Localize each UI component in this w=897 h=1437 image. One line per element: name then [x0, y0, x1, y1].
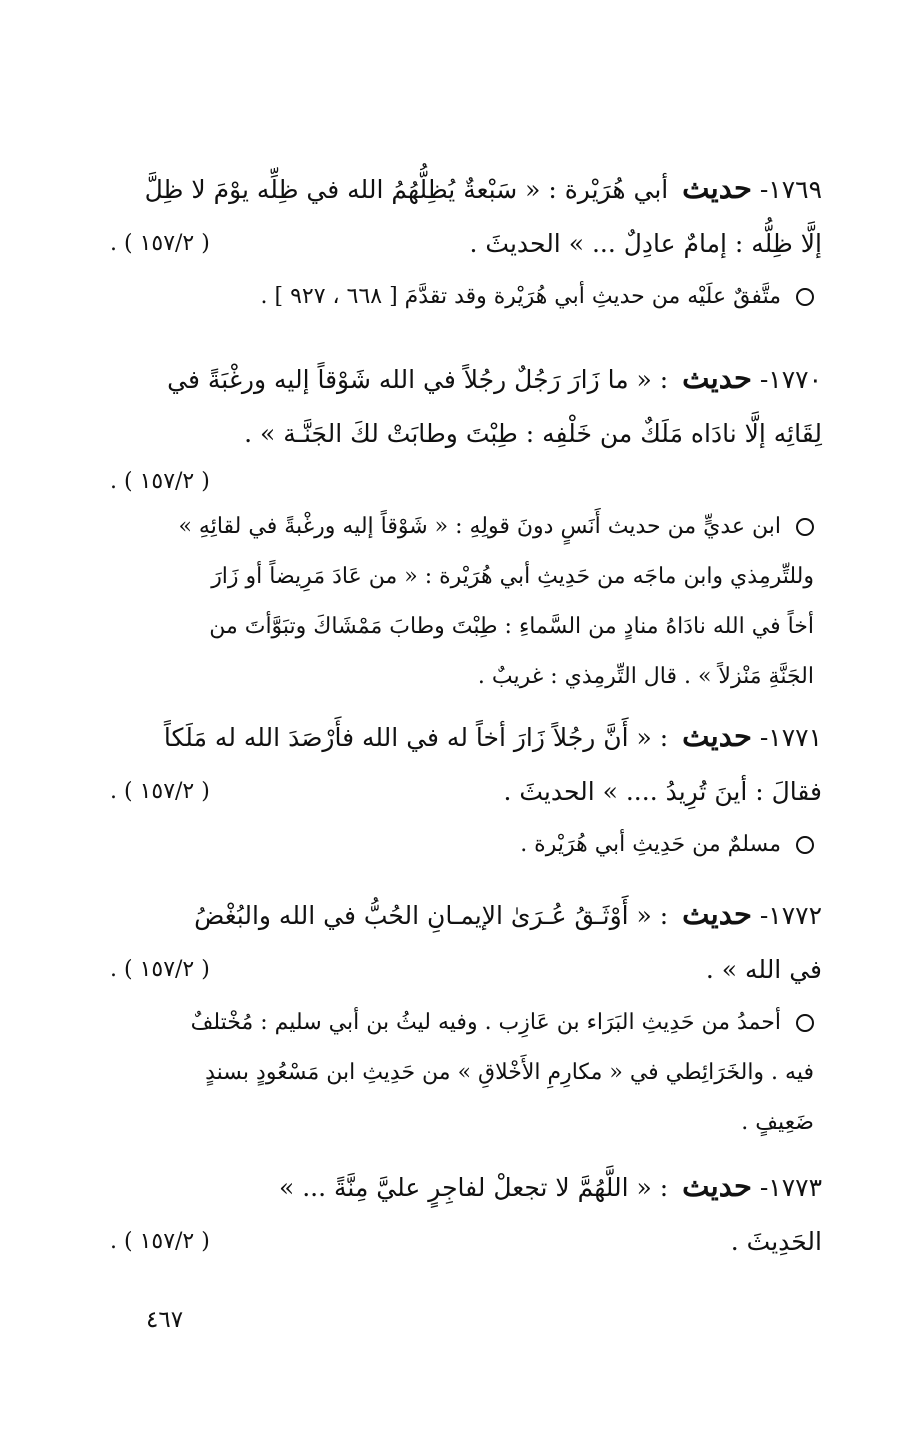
hadith-text: إلَّا ظِلُّه : إمامٌ عادِلٌ ... » الحديثَ .: [469, 229, 822, 258]
takhrij-note: [110, 272, 822, 322]
hadith-line: [110, 1158, 822, 1214]
note-text: مسلمٌ من حَدِيثِ أبي هُرَيْرة .: [520, 832, 781, 857]
hadith-line: [110, 942, 822, 998]
takhrij-note: [110, 652, 822, 702]
source-reference: ( ١٥٧/٢ ) .: [110, 469, 210, 494]
hadith-text: في الله » .: [705, 955, 822, 984]
note-text: أحمدُ من حَدِيثِ البَرَاء بن عَازِب . وفيه ليثُ بن أبي سليم : مُخْتلفٌ: [190, 1010, 781, 1035]
takhrij-note: [110, 552, 822, 602]
hadith-label: حديث: [682, 897, 752, 931]
hadith-line: [110, 216, 822, 272]
hadith-text: : « ما زَارَ رَجُلٌ رجُلاً في الله شَوْقاً إليه ورغْبَةً في: [167, 365, 669, 394]
hadith-number: ١٧٧١-: [759, 723, 822, 752]
hadith-text: : « أَنَّ رجُلاً زَارَ أخاً له في الله فأَرْصَدَ الله له مَلَكاً: [163, 723, 669, 752]
hadith-line: [110, 708, 822, 764]
takhrij-note: [110, 1098, 822, 1148]
hadith-entry: [110, 1158, 822, 1270]
hadith-entry: [110, 708, 822, 870]
hadith-number: ١٧٧٢-: [759, 901, 822, 930]
hadith-number: ١٧٧٣-: [759, 1173, 822, 1202]
note-text: فيه . والخَرَائِطي في « مكارِمِ الأَخْلاقِ » من حَدِيثِ ابن مَسْعُودٍ بسندٍ: [205, 1060, 814, 1085]
reference-line: [110, 462, 822, 502]
circle-bullet-icon: [796, 836, 814, 854]
note-text: ضَعِيفٍ .: [741, 1110, 814, 1135]
hadith-line: [110, 350, 822, 406]
hadith-text: فقالَ : أينَ تُرِيدُ .... » الحديثَ .: [503, 777, 822, 806]
hadith-text: الحَدِيثَ .: [730, 1227, 822, 1256]
takhrij-note: [110, 998, 822, 1048]
note-text: وللتِّرمِذي وابن ماجَه من حَدِيثِ أبي هُرَيْرة : « من عَادَ مَرِيضاً أو زَارَ: [211, 564, 814, 589]
hadith-label: حديث: [682, 719, 752, 753]
page-number: ٤٦٧: [146, 1307, 184, 1333]
circle-bullet-icon: [796, 1014, 814, 1032]
hadith-entry: [110, 350, 822, 702]
hadith-line: [110, 406, 822, 462]
hadith-line: [110, 886, 822, 942]
hadith-text: أبي هُرَيْرة : « سَبْعةٌ يُظِلُّهُمُ الله في ظِلِّه يوْمَ لا ظِلَّ: [144, 175, 669, 204]
note-text: الجَنَّةِ مَنْزلاً » . قال التِّرمِذي : غريبٌ .: [477, 664, 814, 689]
circle-bullet-icon: [796, 518, 814, 536]
note-text: ابن عديٍّ من حديث أَنَسٍ دونَ قولِهِ : « شَوْقاً إليه ورغْبةً في لقائِهِ »: [178, 514, 781, 539]
hadith-label: حديث: [682, 171, 752, 205]
hadith-line: [110, 764, 822, 820]
source-reference: ( ١٥٧/٢ ) .: [110, 1229, 210, 1254]
source-reference: ( ١٥٧/٢ ) .: [110, 779, 210, 804]
note-text: متَّفقٌ علَيْه من حديثِ أبي هُرَيْرة وقد تقدَّمَ [ ٦٦٨ ، ٩٢٧ ] .: [260, 284, 781, 309]
hadith-text: لِقَائِه إلَّا نادَاه مَلَكٌ من خَلْفِه : طِبْتَ وطابَتْ لكَ الجَنَّـة » .: [244, 419, 822, 448]
hadith-text: : « أَوْثَـقُ عُـرَىٰ الإيمـانِ الحُبُّ في الله والبُغْضُ: [194, 901, 669, 930]
hadith-text: : « اللَّهُمَّ لا تجعلْ لفاجِرٍ عليَّ مِنَّةً ... »: [278, 1173, 669, 1202]
hadith-entry: [110, 160, 822, 322]
circle-bullet-icon: [796, 288, 814, 306]
takhrij-note: [110, 602, 822, 652]
source-reference: ( ١٥٧/٢ ) .: [110, 231, 210, 256]
hadith-label: حديث: [682, 361, 752, 395]
note-text: أخاً في الله نادَاهُ منادٍ من السَّماءِ : طِبْتَ وطابَ مَمْشَاكَ وتبَوَّأتَ من: [209, 614, 814, 639]
hadith-label: حديث: [682, 1169, 752, 1203]
takhrij-note: [110, 502, 822, 552]
hadith-number: ١٧٧٠-: [759, 365, 822, 394]
hadith-entry: [110, 886, 822, 1148]
hadith-line: [110, 160, 822, 216]
source-reference: ( ١٥٧/٢ ) .: [110, 957, 210, 982]
takhrij-note: [110, 1048, 822, 1098]
hadith-number: ١٧٦٩-: [759, 175, 822, 204]
takhrij-note: [110, 820, 822, 870]
hadith-line: [110, 1214, 822, 1270]
